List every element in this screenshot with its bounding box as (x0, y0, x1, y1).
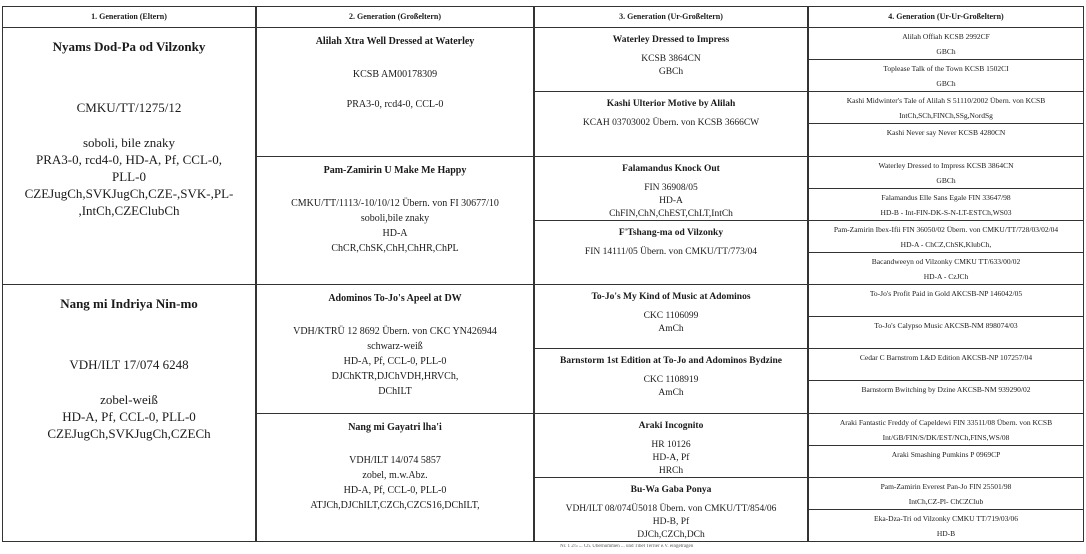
dog-detail-line: CZEJugCh,SVKJugCh,CZECh (47, 426, 211, 441)
dog-detail-line: zobel, m.w.Abz. (362, 469, 428, 481)
dog-detail-line: KCSB 3864CN (641, 54, 701, 64)
dog-detail-line: Barnstorm Bwitching by Dzine AKCSB-NM 939290/02 (861, 385, 1031, 395)
dog-detail-line: zobel-weiß (100, 392, 158, 407)
generation-4-header: 4. Generation (Ur-Ur-Großeltern) (808, 6, 1084, 28)
dog-detail-line: HD-B (936, 528, 956, 538)
dog-detail-line: DChILT (378, 386, 412, 397)
dog-detail-line: IntCh,SCh,FINCh,SSg,NordSg (899, 111, 993, 121)
dog-detail-line: HD-A, Pf, CCL-0, PLL-0 (343, 484, 447, 496)
dog-detail-line: Araki Fantastic Freddy of Capeldewi FIN 33511/08 Übern. von KCSB (839, 417, 1053, 427)
gen3-ancestor-cell (534, 220, 808, 285)
dog-detail-line: Cedar C Barnstrom L&D Edition AKCSB-NP 107257/04 (859, 353, 1033, 363)
dog-detail-line: DJCh,CZCh,DCh (637, 529, 705, 540)
dog-detail-line: Int/GB/FIN/S/DK/EST/NCh,FINS,WS/08 (882, 432, 1010, 442)
dog-detail-line: HD-A, Pf, CCL-0, PLL-0 (62, 409, 196, 424)
dog-detail-line: GBCh (658, 67, 684, 77)
gen1-ancestor-cell (2, 284, 256, 542)
gen4-ancestor-cell (808, 284, 1084, 317)
gen4-ancestor-cell (808, 188, 1084, 221)
generation-2-column (256, 6, 534, 542)
dog-detail-line: ChFIN,ChN,ChEST,ChLT,IntCh (609, 208, 733, 219)
gen4-ancestor-cell (808, 316, 1084, 349)
gen4-ancestor-cell (808, 27, 1084, 60)
dog-detail-line: AmCh (658, 388, 684, 399)
dog-detail-line: HD-A (659, 195, 683, 206)
dog-name: Waterley Dressed to Impress (612, 35, 730, 45)
dog-detail-line: ATJCh,DJChILT,CZCh,CZCS16,DChILT, (310, 499, 480, 511)
dog-detail-line: CKC 1106099 (643, 311, 699, 321)
dog-name: Barnstorm 1st Edition at To-Jo and Adominos Bydzine (560, 356, 782, 367)
dog-name: F'Tshang-ma od Vilzonky (618, 227, 724, 238)
gen3-ancestor-cell (534, 413, 808, 478)
dog-detail-line: soboli,bile znaky (360, 212, 430, 224)
gen4-ancestor-cell (808, 509, 1084, 542)
dog-detail-line: AmCh (658, 324, 684, 334)
dog-name: Adominos To-Jo's Apeel at DW (328, 293, 462, 304)
gen2-ancestor-cell (256, 413, 534, 543)
dog-detail-line: GBCh (936, 79, 956, 89)
dog-name: Kashi Ulterior Motive by Alilah (606, 99, 736, 110)
gen4-ancestor-cell (808, 348, 1084, 381)
dog-name: Pam-Zamirin U Make Me Happy (323, 164, 467, 176)
dog-detail-line: GBCh (936, 47, 956, 56)
dog-detail-line: Kashi Never say Never KCSB 4280CN (886, 128, 1006, 138)
gen4-ancestor-cell (808, 413, 1084, 446)
dog-detail-line: Alilah Offiah KCSB 2992CF (902, 32, 990, 41)
generation-2-header: 2. Generation (Großeltern) (256, 6, 534, 28)
dog-detail-line: IntCh,CZ-Pl- ChCZClub (908, 496, 984, 506)
generation-4-column (808, 6, 1084, 542)
gen4-ancestor-cell (808, 445, 1084, 478)
dog-name: Bu-Wa Gaba Ponya (630, 484, 712, 495)
dog-detail-line: PRA3-0, rcd4-0, CCL-0 (346, 99, 444, 110)
dog-detail-line: schwarz-weiß (367, 341, 423, 352)
dog-detail-line: FIN 14111/05 Übern. von CMKU/TT/773/04 (584, 246, 758, 257)
dog-detail-line: Pam-Zamirin Ibex-Ifii FIN 36050/02 Übern. von CMKU/TT/728/03/02/04 (833, 224, 1059, 234)
dog-detail-line: HD-A - ChCZ,ChSK,KlubCh, (900, 239, 992, 249)
gen4-ancestor-cell (808, 380, 1084, 413)
dog-detail-line: Toplease Talk of the Town KCSB 1502CI (883, 64, 1009, 74)
dog-detail-line: KCSB AM00178309 (352, 69, 438, 80)
gen4-ancestor-cell (808, 252, 1084, 285)
dog-detail-line: VDH/ILT 14/074 5857 (349, 454, 441, 466)
gen4-ancestor-cell (808, 477, 1084, 510)
dog-name: To-Jo's My Kind of Music at Adominos (591, 292, 751, 302)
dog-detail-line: HD-B - Int-FIN-DK-S-N-LT-ESTCh,WS03 (880, 207, 1012, 217)
dog-detail-line: CMKU/TT/1113/-10/10/12 Übern. von FI 30677/10 (291, 197, 499, 209)
dog-detail-line: PLL-0 (112, 169, 146, 184)
generation-3-header: 3. Generation (Ur-Großeltern) (534, 6, 808, 28)
dog-detail-line: CKC 1108919 (643, 375, 699, 386)
dog-name: Nyams Dod-Pa od Vilzonky (52, 39, 206, 54)
dog-name: Alilah Xtra Well Dressed at Waterley (315, 36, 475, 47)
dog-detail-line: GBCh (936, 175, 956, 185)
gen4-ancestor-cell (808, 220, 1084, 253)
dog-detail-line: FIN 36908/05 (644, 182, 698, 193)
gen2-ancestor-cell (256, 156, 534, 286)
dog-detail-line: CZEJugCh,SVKJugCh,CZE-,SVK-,PL- (24, 186, 234, 201)
dog-name: Nang mi Gayatri lha'i (348, 421, 442, 433)
dog-detail-line: Kashi Midwinter's Tale of Alilah S 51110/2002 Übern. von KCSB (846, 96, 1046, 106)
dog-detail-line: ,IntCh,CZEClubCh (78, 203, 180, 218)
gen2-ancestor-cell (256, 284, 534, 414)
dog-detail-line: Bacandweeyn od Vilzonky CMKU TT/633/00/02 (871, 256, 1021, 266)
dog-detail-line: Falamandus Elle Sans Egale FIN 33647/98 (881, 192, 1011, 202)
generation-3-column (534, 6, 808, 542)
pedigree-table (2, 6, 1084, 542)
gen4-ancestor-cell (808, 123, 1084, 156)
dog-detail-line: HD-A - CzJCh (923, 271, 969, 281)
dog-detail-line: DJChKTR,DJChVDH,HRVCh, (331, 371, 459, 382)
gen1-ancestor-cell (2, 27, 256, 285)
dog-detail-line: Pam-Zamirin Everest Pan-Jo FIN 25501/98 (880, 481, 1012, 491)
dog-detail-line: Araki Smashing Pumkins P 0969CP (891, 449, 1001, 459)
gen3-ancestor-cell (534, 91, 808, 156)
dog-detail-line: HD-A, Pf (652, 452, 690, 463)
registration-number: CMKU/TT/1275/12 (76, 100, 182, 115)
gen4-ancestor-cell (808, 59, 1084, 92)
dog-name: Falamandus Knock Out (622, 163, 720, 174)
footer-note: Nr. 1 2/5 ... Ch. Übernommen ... und Tibet Terrier e.V. eingetragen (560, 544, 694, 549)
dog-detail-line: HR 10126 (651, 439, 691, 450)
gen3-ancestor-cell (534, 284, 808, 349)
dog-detail-line: VDH/KTRÜ 12 8692 Übern. von CKC YN426944 (293, 326, 497, 337)
generation-1-column (2, 6, 256, 542)
dog-detail-line: VDH/ILT 08/074Ü5018 Übern. von CMKU/TT/854/06 (565, 503, 777, 514)
generation-1-header: 1. Generation (Eltern) (2, 6, 256, 28)
registration-number: VDH/ILT 17/074 6248 (69, 357, 189, 372)
dog-detail-line: To-Jo's Calypso Music AKCSB-NM 898074/03 (874, 321, 1018, 331)
dog-name: Nang mi Indriya Nin-mo (60, 296, 198, 311)
gen4-ancestor-cell (808, 91, 1084, 124)
gen3-ancestor-cell (534, 477, 808, 542)
gen4-ancestor-cell (808, 156, 1084, 189)
dog-detail-line: soboli, bile znaky (82, 135, 176, 150)
dog-detail-line: PRA3-0, rcd4-0, HD-A, Pf, CCL-0, (36, 152, 222, 167)
dog-detail-line: HRCh (658, 465, 684, 476)
dog-detail-line: ChCR,ChSK,ChH,ChHR,ChPL (331, 242, 459, 254)
dog-detail-line: Eka-Dza-Tri od Vilzonky CMKU TT/719/03/06 (874, 513, 1018, 523)
gen3-ancestor-cell (534, 27, 808, 92)
dog-detail-line (257, 82, 533, 97)
dog-detail-line: HD-A (382, 227, 408, 239)
dog-detail-line: HD-A, Pf, CCL-0, PLL-0 (343, 356, 447, 367)
gen2-ancestor-cell (256, 27, 534, 157)
dog-detail-line: Waterley Dressed to Impress KCSB 3864CN (878, 160, 1014, 170)
dog-detail-line: KCAH 03703002 Übern. von KCSB 3666CW (582, 118, 760, 129)
dog-detail-line: HD-B, Pf (652, 516, 690, 527)
dog-name: Araki Incognito (638, 420, 704, 431)
dog-detail-line: To-Jo's Profit Paid in Gold AKCSB-NP 146042/05 (869, 289, 1023, 298)
gen3-ancestor-cell (534, 156, 808, 221)
gen3-ancestor-cell (534, 348, 808, 413)
